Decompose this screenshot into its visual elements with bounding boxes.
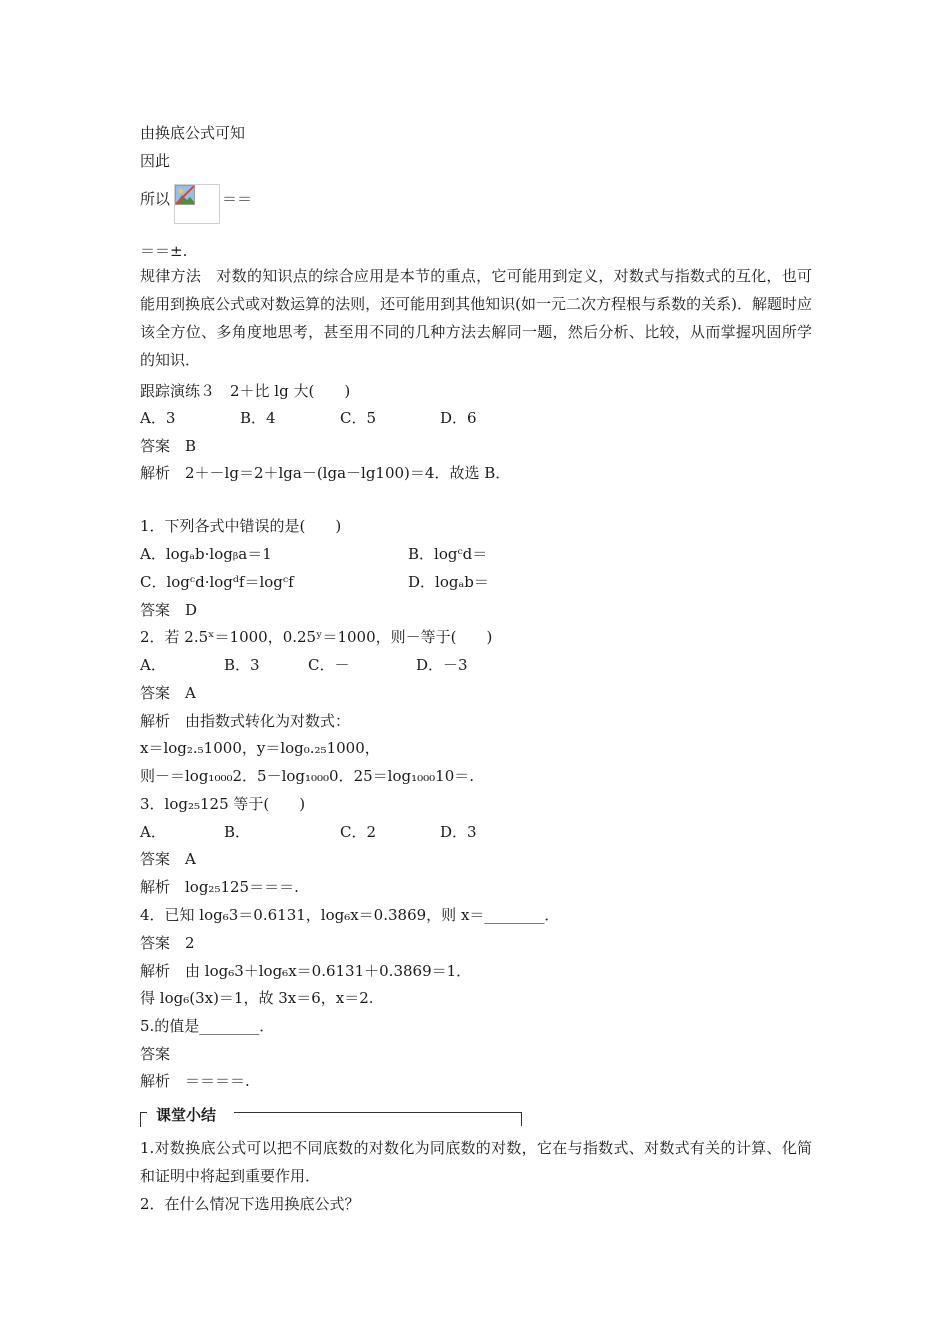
answer-line: 答案 A [140, 850, 196, 868]
q2-option-a: A． [140, 656, 166, 674]
q1-option-c: C．logᶜd·logᵈf＝logᶜf [140, 573, 294, 591]
option-d: D．6 [440, 409, 477, 427]
image-placeholder-icon [175, 185, 195, 205]
bracket-decoration [521, 1112, 522, 1126]
answer-line: 答案 A [140, 684, 196, 702]
question-2-stem: 2．若 2.5ˣ＝1000，0.25ʸ＝1000，则－等于( ) [140, 628, 493, 646]
explanation-line: x＝log₂.₅1000，y＝log₀.₂₅1000， [140, 739, 380, 757]
text-line: 所以 [140, 190, 171, 208]
question-3-stem: 3．log₂₅125 等于( ) [140, 795, 306, 813]
q3-option-c: C．2 [340, 823, 377, 841]
follow-up-question: 跟踪演练３ 2＋比 lg 大( ) [140, 382, 351, 400]
explanation-line: 解析 log₂₅125＝＝＝. [140, 878, 299, 896]
text-line: 由换底公式可知 [140, 124, 246, 142]
q3-option-d: D．3 [440, 823, 477, 841]
q1-option-b: B．logᶜd＝ [408, 545, 488, 563]
text-line: ＝＝ [222, 190, 253, 208]
q1-option-a: A．logₐb·logᵦa＝1 [140, 545, 272, 563]
explanation-line: 解析 由指数式转化为对数式： [140, 712, 351, 730]
summary-title: 课堂小结 [156, 1106, 217, 1124]
broken-image-icon [174, 184, 220, 224]
answer-line: 答案 2 [140, 934, 195, 952]
text-line: 因此 [140, 152, 171, 170]
question-5-stem: 5.的值是________． [140, 1017, 275, 1035]
divider [234, 1112, 522, 1113]
q2-option-c: C．－ [308, 656, 350, 674]
explanation-line: 解析 由 log₆3＋log₆x＝0.6131＋0.3869＝1． [140, 962, 472, 980]
q2-option-d: D．－3 [416, 656, 468, 674]
explanation-line: 解析 ＝＝＝＝. [140, 1072, 250, 1090]
answer-line: 答案 B [140, 437, 197, 455]
option-a: A．3 [140, 409, 176, 427]
text-line: ＝＝±. [140, 242, 188, 260]
explanation-line: 解析 2＋－lg＝2＋lga－(lga－lg100)＝4．故选 B． [140, 464, 511, 482]
summary-paragraph: 2．在什么情况下选用换底公式？ [140, 1195, 360, 1213]
summary-paragraph: 1.对数换底公式可以把不同底数的对数化为同底数的对数，它在与指数式、对数式有关的计算、化简和证明中将起到重要作用． [140, 1139, 812, 1185]
option-b: B．4 [240, 409, 276, 427]
explanation-line: 则－＝log₁₀₀₀2．5－log₁₀₀₀0．25＝log₁₀₀₀10＝. [140, 767, 475, 785]
question-4-stem: 4．已知 log₆3＝0.6131，log₆x＝0.3869，则 x＝________． [140, 906, 560, 924]
answer-line: 答案 [140, 1045, 171, 1063]
q2-option-b: B．3 [224, 656, 260, 674]
q3-option-b: B． [224, 823, 251, 841]
option-c: C．5 [340, 409, 377, 427]
q1-option-d: D．logₐb＝ [408, 573, 489, 591]
summary-header [140, 1104, 522, 1126]
explanation-line: 得 log₆(3x)＝1，故 3x＝6，x＝2. [140, 989, 374, 1007]
bracket-decoration [140, 1112, 147, 1127]
question-1-stem: 1．下列各式中错误的是( ) [140, 517, 342, 535]
q3-option-a: A． [140, 823, 166, 841]
rule-paragraph: 规律方法 对数的知识点的综合应用是本节的重点，它可能用到定义，对数式与指数式的互化，也可能用到换底公式或对数运算的法则，还可能用到其他知识(如一元二次方程根与系数的关系)．解题时应该全方位、多角度地思考，甚至用不同的几种方法去解同一题，然后分析、比较，从而掌握巩固所学的知识． [140, 267, 812, 369]
answer-line: 答案 D [140, 601, 198, 619]
